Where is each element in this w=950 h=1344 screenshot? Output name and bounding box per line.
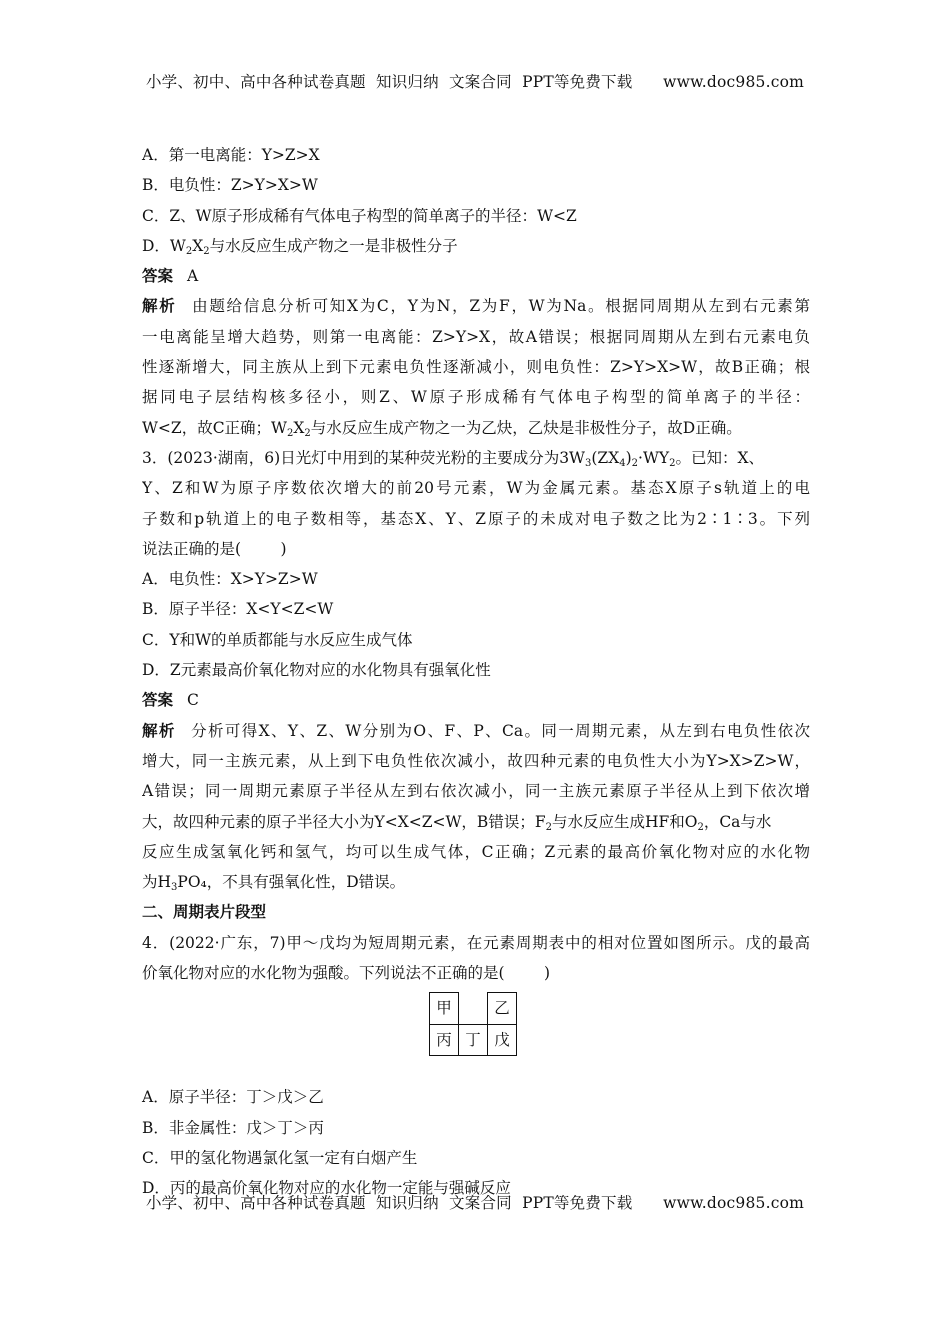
text-seg: 大，故四种元素的原子半径大小为Y<X<Z<W，B错误；F: [142, 812, 546, 831]
q2-answer: [142, 261, 810, 291]
q3-option-c: C．Y和W的单质都能与水反应生成气体: [142, 630, 413, 649]
subscript: 2: [669, 457, 676, 469]
subscript: 3: [585, 457, 592, 469]
q4-stem-line: 价氧化物对应的水化物为强酸。下列说法不正确的是( ): [142, 964, 551, 983]
q2-option-d: [142, 231, 810, 261]
subscript: 2: [631, 457, 639, 469]
text-seg: 由题给信息分析可知X为C，Y为N，Z为F，W为Na。根据同周期从左到右元素第: [190, 297, 810, 316]
q3-analysis-line: [142, 807, 810, 837]
q3-analysis-line: 增大，同一主族元素，从上到下电负性依次减小，故四种元素的电负性大小为Y>X>Z>W，: [142, 751, 810, 770]
q2-analysis-line: 一电离能呈增大趋势，则第一电离能：Z>Y>X，故A错误；根据同周期从左到右元素电负: [142, 327, 810, 346]
answer-value: A: [187, 267, 199, 286]
q3-option-d: D．Z元素最高价氧化物对应的水化物具有强氧化性: [142, 661, 491, 680]
q4-option-b: B．非金属性：戊＞丁＞丙: [142, 1118, 324, 1137]
table-cell-empty: [459, 993, 488, 1024]
text-seg: 分析可得X、Y、Z、W分别为O、F、P、Ca。同一周期元素，从左到右电负性依次: [189, 721, 810, 740]
answer-value: C: [187, 691, 199, 710]
q2-option-c: C．Z、W原子形成稀有气体电子构型的简单离子的半径：W<Z: [142, 206, 577, 225]
q4-option-d: D．丙的最高价氧化物对应的水化物一定能与强碱反应: [142, 1179, 511, 1198]
q2-option-a: A．第一电离能：Y>Z>X: [142, 146, 320, 164]
text-seg: D．W: [142, 236, 186, 255]
q2-analysis-line: 性逐渐增大，同主族从上到下元素电负性逐渐减小，则电负性：Z>Y>X>W，故B正确；根: [142, 358, 810, 377]
q3-analysis-line: [142, 716, 810, 746]
subscript: 2: [185, 245, 193, 257]
q3-option-b: B．原子半径：X<Y<Z<W: [142, 600, 334, 619]
subscript: 2: [203, 245, 210, 257]
text-seg: 与水反应生成产物之一为乙炔，乙炔是非极性分子，故D正确。: [310, 418, 742, 437]
subscript: 2: [304, 427, 311, 439]
subscript: 2: [286, 427, 294, 439]
q3-stem-line: 说法正确的是( ): [142, 539, 287, 558]
text-seg: 。已知：X、: [675, 448, 765, 467]
subscript: 2: [545, 821, 552, 833]
q4-option-c: C．甲的氢化物遇氯化氢一定有白烟产生: [142, 1148, 418, 1167]
table-cell: 丁: [459, 1024, 488, 1055]
q3-stem-line: [142, 443, 810, 473]
answer-label: 答案: [142, 690, 174, 710]
page-footer: 小学、初中、高中各种试卷真题 知识归纳 文案合同 PPT等免费下载 www.doc985.com: [145, 1194, 805, 1212]
subscript: 4: [619, 457, 626, 469]
subscript: 2: [697, 821, 704, 833]
q4-option-a: A．原子半径：丁＞戊＞乙: [142, 1088, 324, 1107]
q3-stem-line: Y、Z和W为原子序数依次增大的前20号元素，W为金属元素。基态X原子s轨道上的电: [142, 479, 810, 498]
table-cell: 戊: [488, 1024, 517, 1055]
q3-answer: [142, 685, 810, 715]
analysis-label: 解析: [142, 296, 177, 316]
periodic-table: [429, 992, 517, 1056]
subscript: 3: [171, 882, 178, 894]
q3-analysis-line: [142, 867, 810, 897]
text-seg: 3．(2023·湖南，6)日光灯中用到的某种荧光粉的主要成分为3W: [142, 448, 585, 467]
q2-analysis-line: 据同电子层结构核多径小，则Z、W原子形成稀有气体电子构型的简单离子的半径：: [142, 388, 810, 407]
table-cell: 丙: [430, 1024, 459, 1055]
periodic-table-fragment: [142, 988, 810, 1082]
table-cell: 甲: [430, 993, 459, 1024]
text-seg: X: [192, 236, 204, 255]
q3-option-a: A．电负性：X>Y>Z>W: [142, 570, 318, 589]
text-seg: ，Ca与水: [703, 812, 772, 831]
text-seg: W<Z，故C正确；W: [142, 418, 287, 437]
table-cell: 乙: [488, 993, 517, 1024]
text-seg: 与水反应生成HF和O: [551, 812, 698, 831]
text-seg: ·WY: [638, 448, 670, 467]
q3-analysis-line: A错误；同一周期元素原子半径从左到右依次减小，同一主族元素原子半径从上到下依次增: [142, 782, 810, 801]
section-title: 二、周期表片段型: [142, 902, 267, 922]
document-body: [142, 140, 810, 1204]
text-seg: PO₄，不具有强氧化性，D错误。: [177, 873, 406, 892]
text-seg: ): [625, 448, 632, 467]
text-seg: X: [293, 418, 305, 437]
text-seg: 与水反应生成产物之一是非极性分子: [209, 236, 458, 255]
text-seg: 为H: [142, 873, 172, 892]
q2-analysis-line: [142, 413, 810, 443]
q2-option-b: B．电负性：Z>Y>X>W: [142, 176, 318, 195]
text-seg: (ZX: [591, 448, 620, 467]
q3-analysis-line: 反应生成氢氧化钙和氢气，均可以生成气体，C正确；Z元素的最高价氧化物对应的水化物: [142, 842, 810, 861]
answer-label: 答案: [142, 266, 174, 286]
q2-analysis-line: [142, 291, 810, 321]
q4-stem-line: 4．(2022·广东，7)甲～戊均为短周期元素，在元素周期表中的相对位置如图所示。戊的最高: [142, 933, 810, 952]
page-header: 小学、初中、高中各种试卷真题 知识归纳 文案合同 PPT等免费下载 www.doc985.com: [145, 73, 805, 91]
analysis-label: 解析: [142, 720, 176, 740]
q3-stem-line: 子数和p轨道上的电子数相等，基态X、Y、Z原子的未成对电子数之比为2∶1∶3。下列: [142, 509, 810, 528]
